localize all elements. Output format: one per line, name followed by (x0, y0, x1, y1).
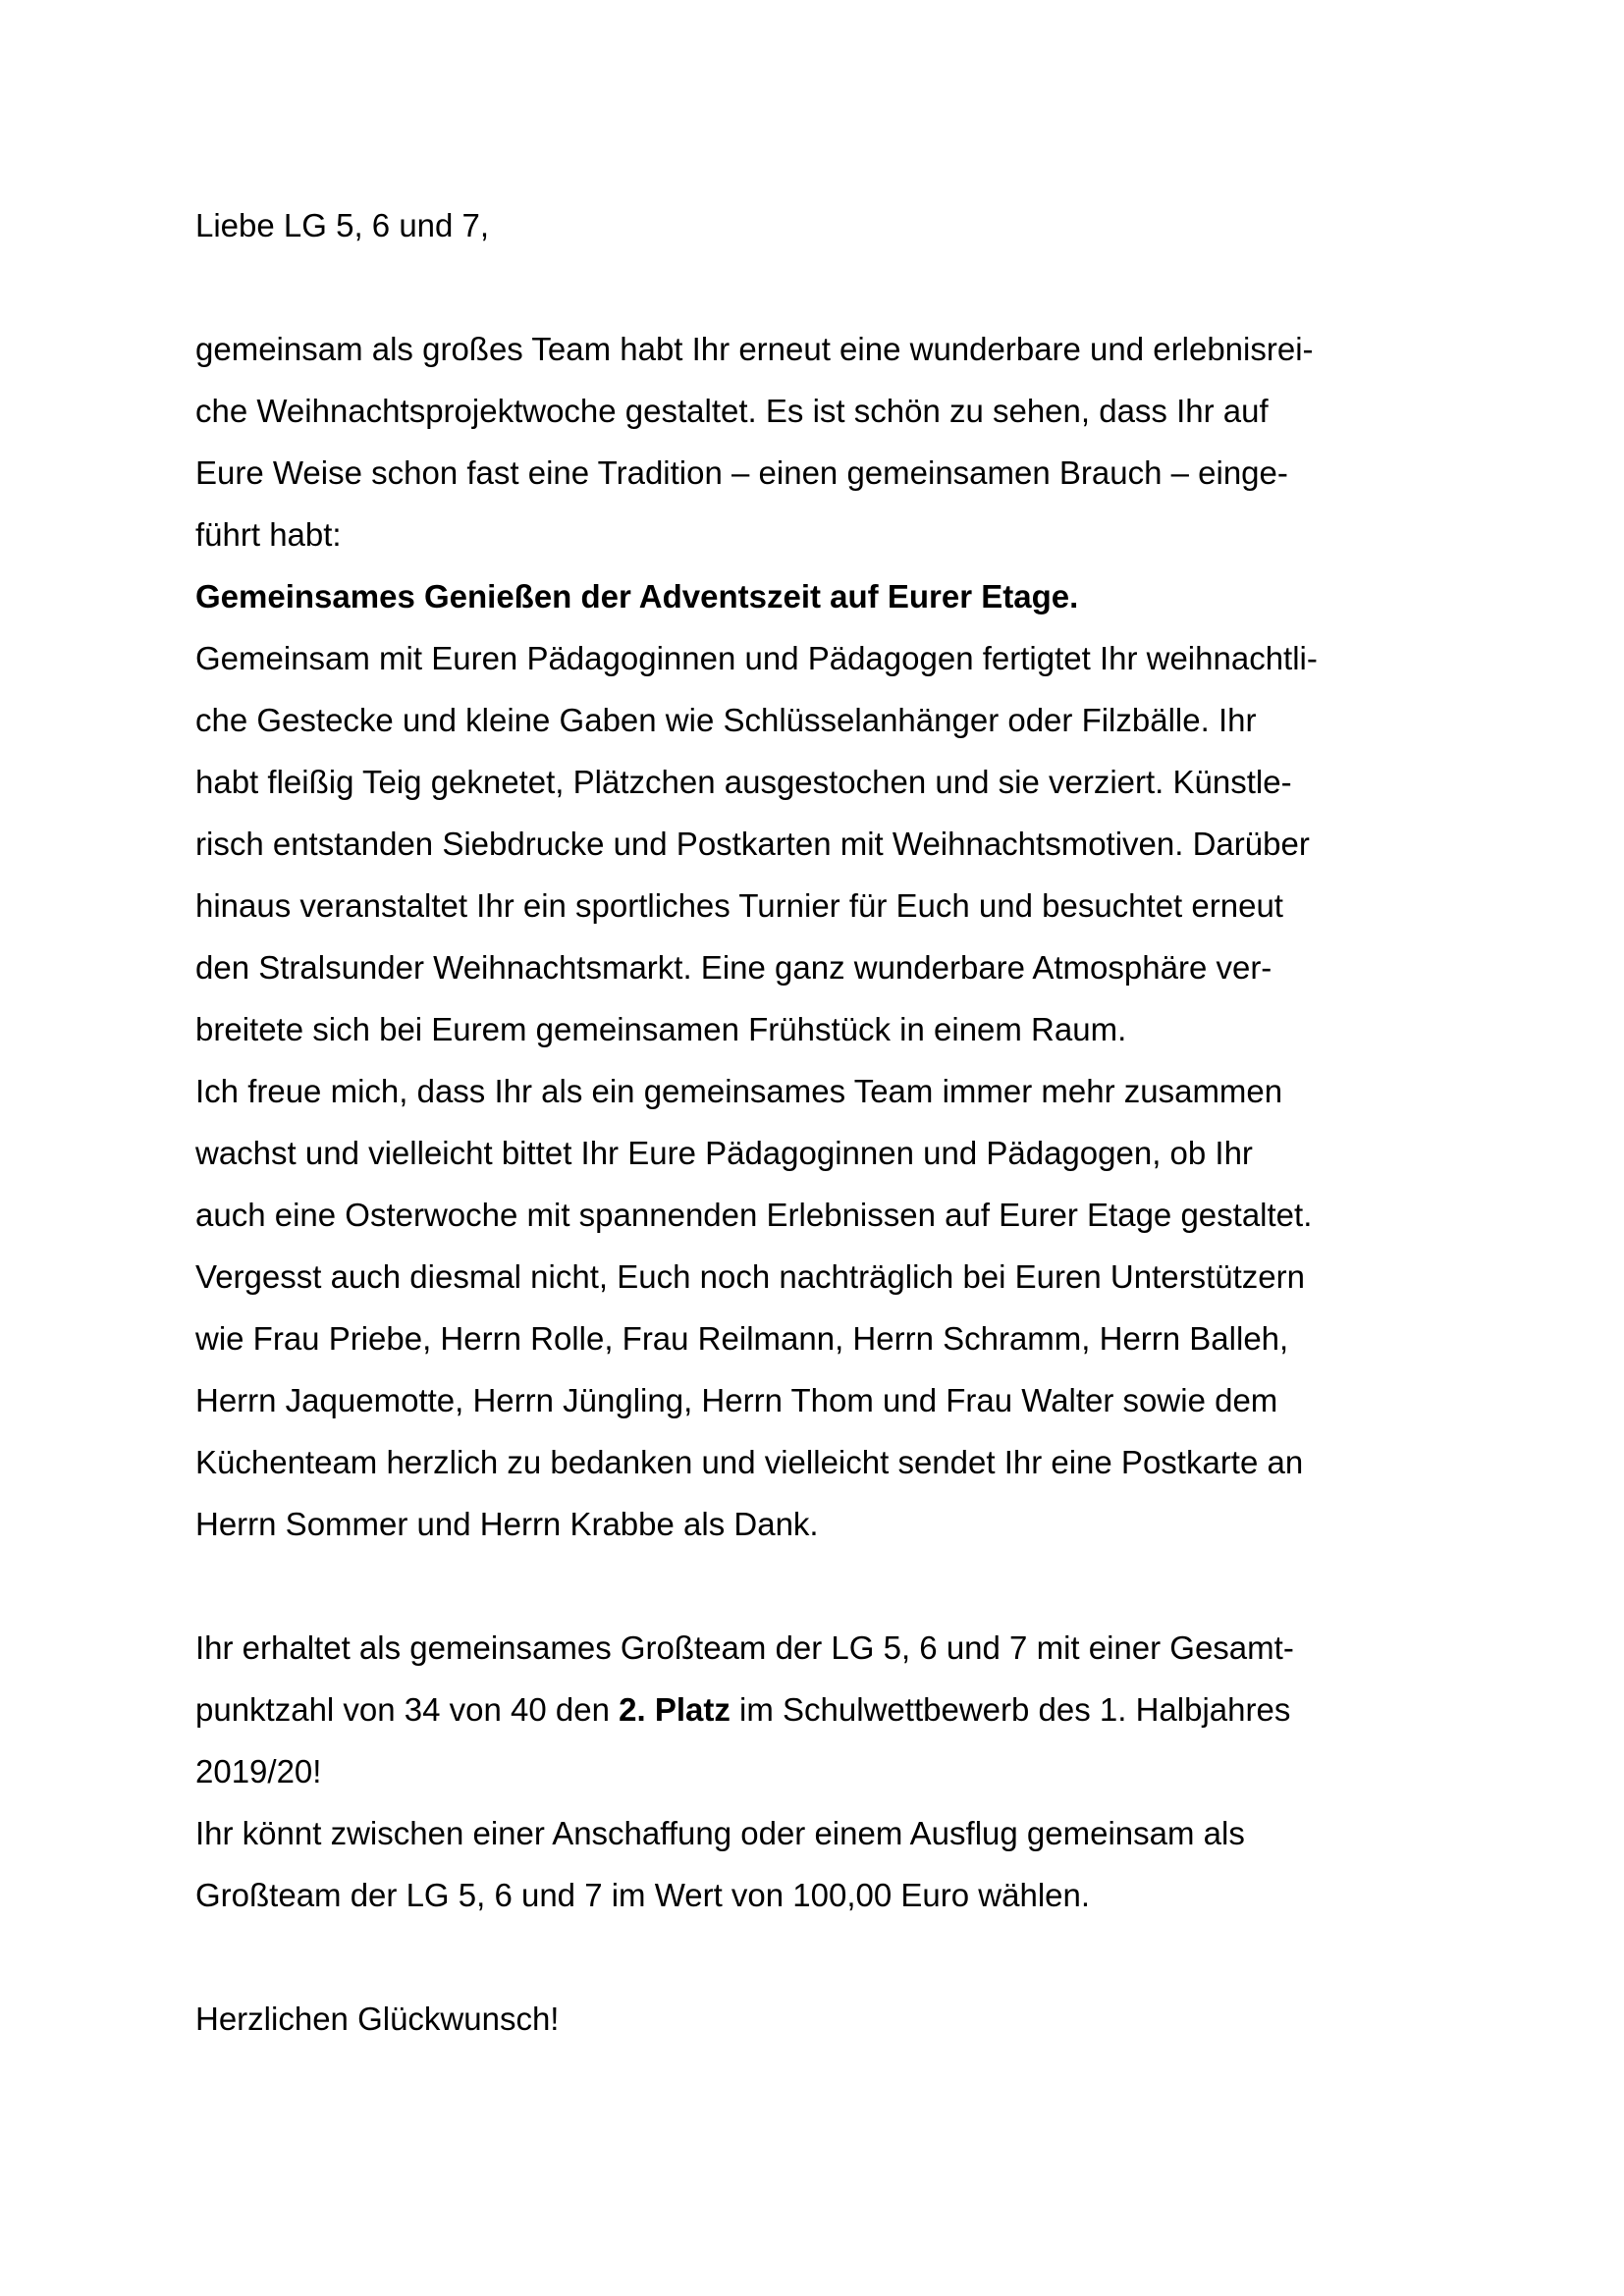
text-line: Küchenteam herzlich zu bedanken und vielleicht sendet Ihr eine Postkarte an (195, 1444, 1304, 1480)
paragraph-gap (195, 256, 1442, 318)
text-fragment: punktzahl von 34 von 40 den (195, 1691, 620, 1728)
text-line: gemeinsam als großes Team habt Ihr erneut eine wunderbare und erlebnisrei- (195, 331, 1314, 367)
text-line: wie Frau Priebe, Herrn Rolle, Frau Reilmann, Herrn Schramm, Herrn Balleh, (195, 1320, 1289, 1357)
text-line: Herrn Sommer und Herrn Krabbe als Dank. (195, 1506, 819, 1542)
salutation: Liebe LG 5, 6 und 7, (195, 207, 490, 243)
paragraph-activities (195, 627, 1442, 1555)
text-line: Herrn Jaquemotte, Herrn Jüngling, Herrn Thom und Frau Walter sowie dem (195, 1382, 1278, 1418)
text-line: Vergesst auch diesmal nicht, Euch noch nachträglich bei Euren Unterstützern (195, 1258, 1305, 1295)
text-line: auch eine Osterwoche mit spannenden Erlebnissen auf Eurer Etage gestaltet. (195, 1197, 1313, 1233)
paragraph-gap (195, 1926, 1442, 1988)
text-line: breitete sich bei Eurem gemeinsamen Frühstück in einem Raum. (195, 1011, 1127, 1047)
text-line: Großteam der LG 5, 6 und 7 im Wert von 100,00 Euro wählen. (195, 1877, 1091, 1913)
highlight-heading: Gemeinsames Genießen der Adventszeit auf Eurer Etage. (195, 578, 1079, 614)
text-line: Ihr könnt zwischen einer Anschaffung oder einem Ausflug gemeinsam als (195, 1815, 1245, 1851)
text-line: habt fleißig Teig geknetet, Plätzchen ausgestochen und sie verziert. Künstle- (195, 764, 1292, 800)
text-line: Ich freue mich, dass Ihr als ein gemeinsames Team immer mehr zusammen (195, 1073, 1283, 1109)
paragraph-award (195, 1617, 1442, 1926)
text-line: 2019/20! (195, 1753, 322, 1789)
text-line: risch entstanden Siebdrucke und Postkarten mit Weihnachtsmotiven. Darüber (195, 826, 1310, 862)
letter-page (195, 194, 1442, 2050)
text-line: Gemeinsam mit Euren Pädagoginnen und Pädagogen fertigtet Ihr weihnachtli- (195, 640, 1318, 676)
text-line: che Gestecke und kleine Gaben wie Schlüsselanhänger oder Filzbälle. Ihr (195, 702, 1257, 738)
closing: Herzlichen Glückwunsch! (195, 2001, 560, 2037)
text-line: che Weihnachtsprojektwoche gestaltet. Es ist schön zu sehen, dass Ihr auf (195, 393, 1269, 429)
text-line: wachst und vielleicht bittet Ihr Eure Pädagoginnen und Pädagogen, ob Ihr (195, 1135, 1253, 1171)
text-line: den Stralsunder Weihnachtsmarkt. Eine ganz wunderbare Atmosphäre ver- (195, 949, 1272, 986)
paragraph-gap (195, 1555, 1442, 1617)
text-line: Eure Weise schon fast eine Tradition – einen gemeinsamen Brauch – einge- (195, 454, 1288, 491)
text-line: führt habt: (195, 516, 342, 553)
text-fragment: im Schulwettbewerb des 1. Halbjahres (730, 1691, 1291, 1728)
award-placement-line (195, 1679, 1442, 1740)
placement-badge: 2. Platz (619, 1691, 731, 1728)
text-line: hinaus veranstaltet Ihr ein sportliches Turnier für Euch und besuchtet erneut (195, 887, 1283, 924)
paragraph-intro (195, 318, 1442, 565)
text-line: Ihr erhaltet als gemeinsames Großteam der LG 5, 6 und 7 mit einer Gesamt- (195, 1629, 1294, 1666)
